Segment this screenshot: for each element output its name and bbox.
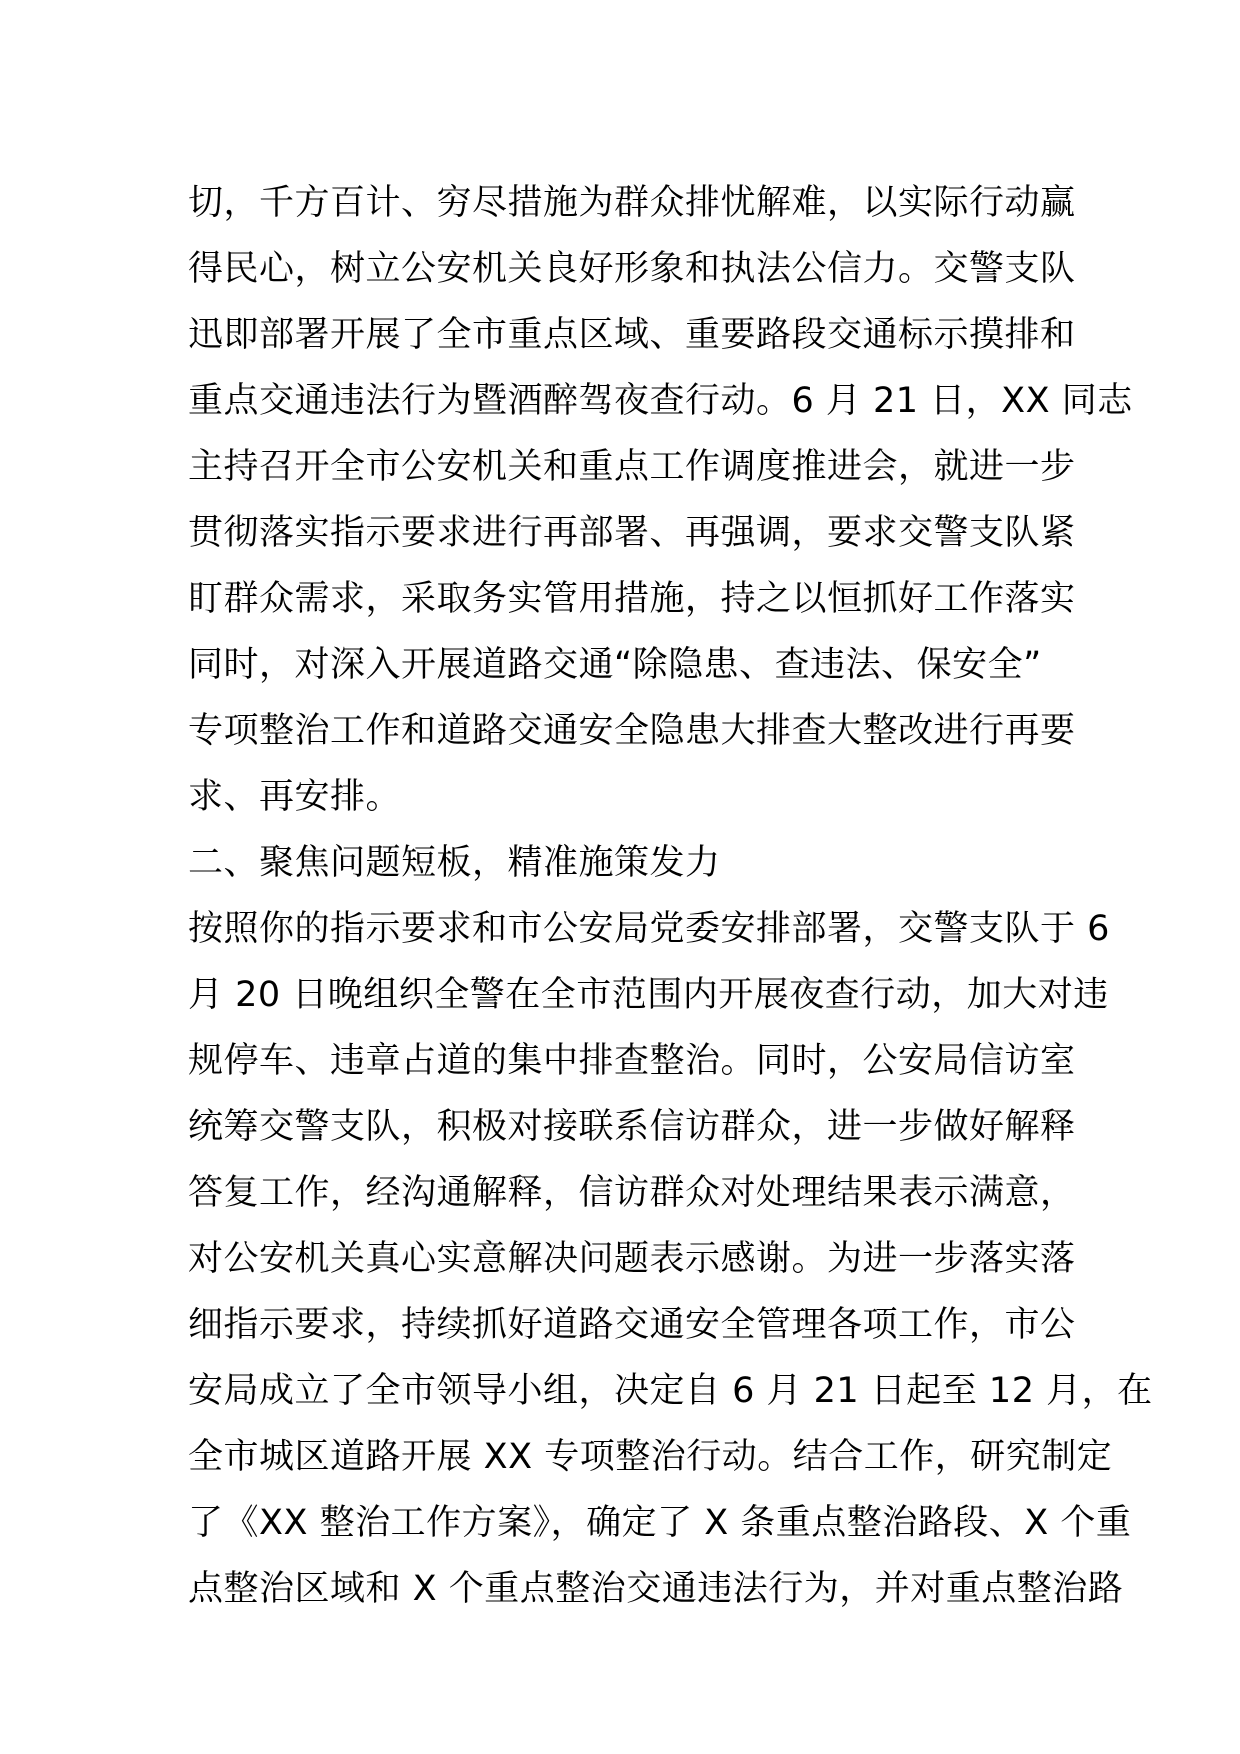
text-line: 得民心，树立公安机关良好形象和执法公信力。交警支队 [188,249,1076,289]
text-line: 全市城区道路开展 XX 专项整治行动。结合工作，研究制定 [188,1437,1113,1477]
text-line: 答复工作，经沟通解释，信访群众对处理结果表示满意， [188,1173,1076,1213]
text-line: 细指示要求，持续抓好道路交通安全管理各项工作，市公 [188,1305,1076,1345]
text-line: 切，千方百计、穷尽措施为群众排忧解难，以实际行动赢 [188,183,1076,223]
text-line: 专项整治工作和道路交通安全隐患大排查大整改进行再要 [188,711,1076,751]
section-heading: 二、聚焦问题短板，精准施策发力 [188,843,721,883]
text-line: 安局成立了全市领导小组，决定自 6 月 21 日起至 12 月，在 [188,1371,1153,1411]
text-line: 规停车、违章占道的集中排查整治。同时，公安局信访室 [188,1041,1076,1081]
text-line: 主持召开全市公安机关和重点工作调度推进会，就进一步 [188,447,1076,487]
body-text [188,170,1153,1622]
text-line: 点整治区域和 X 个重点整治交通违法行为，并对重点整治路 [188,1569,1124,1609]
text-line: 按照你的指示要求和市公安局党委安排部署，交警支队于 6 [188,909,1110,949]
text-line: 同时，对深入开展道路交通“除隐患、查违法、保安全” [188,645,1042,685]
text-line: 月 20 日晚组织全警在全市范围内开展夜查行动，加大对违 [188,975,1109,1015]
text-line: 统筹交警支队，积极对接联系信访群众，进一步做好解释 [188,1107,1076,1147]
text-line: 对公安机关真心实意解决问题表示感谢。为进一步落实落 [188,1239,1076,1279]
text-line: 盯群众需求，采取务实管用措施，持之以恒抓好工作落实 [188,579,1076,619]
text-line: 重点交通违法行为暨酒醉驾夜查行动。6 月 21 日，XX 同志 [188,381,1133,421]
text-line: 迅即部署开展了全市重点区域、重要路段交通标示摸排和 [188,315,1076,355]
text-line: 求、再安排。 [188,777,402,817]
text-line: 了《XX 整治工作方案》，确定了 X 条重点整治路段、X 个重 [188,1503,1132,1543]
text-line: 贯彻落实指示要求进行再部署、再强调，要求交警支队紧 [188,513,1076,553]
